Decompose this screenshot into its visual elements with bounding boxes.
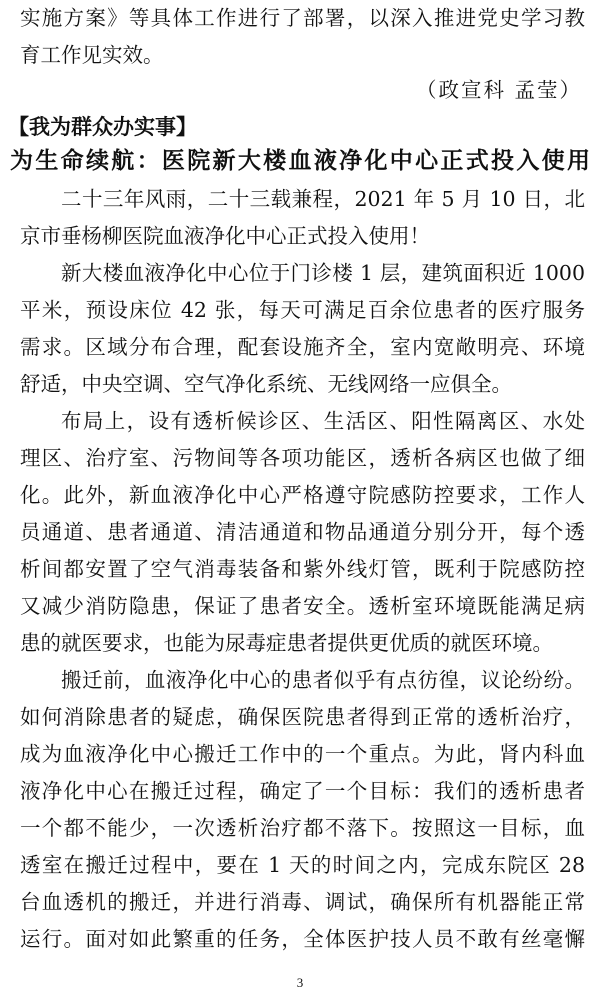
paragraph-line: 京市垂杨柳医院血液净化中心正式投入使用！ xyxy=(20,224,430,248)
paragraph-line: 新大楼血液净化中心位于门诊楼 1 层，建筑面积近 1000 xyxy=(61,261,585,285)
paragraph-line: 台血透机的搬迁，并进行消毒、调试，确保所有机器能正常 xyxy=(20,890,585,914)
paragraph-line: 如何消除患者的疑虑，确保医院患者得到正常的透析治疗， xyxy=(20,705,585,729)
paragraph-line: 一个都不能少，一次透析治疗都不落下。按照这一目标，血 xyxy=(20,816,585,840)
section-tag: 【我为群众办实事】 xyxy=(8,115,197,139)
paragraph-line: 舒适，中央空调、空气净化系统、无线网络一应俱全。 xyxy=(20,372,512,396)
author-signature: （政宣科 孟莹） xyxy=(415,78,582,102)
paragraph-line: 化。此外，新血液净化中心严格遵守院感防控要求，工作人 xyxy=(20,483,585,507)
page-number: 3 xyxy=(296,975,304,990)
intro-line: 实施方案》等具体工作进行了部署，以深入推进党史学习教 xyxy=(20,6,585,30)
paragraph-line: 员通道、患者通道、清洁通道和物品通道分别分开，每个透 xyxy=(20,520,585,544)
paragraph-line: 成为血液净化中心搬迁工作中的一个重点。为此，肾内科血 xyxy=(20,742,585,766)
paragraph-line: 布局上，设有透析候诊区、生活区、阳性隔离区、水处 xyxy=(61,409,585,433)
paragraph-line: 析间都安置了空气消毒装备和紫外线灯管，既利于院感防控 xyxy=(20,557,585,581)
paragraph-line: 二十三年风雨，二十三载兼程，2021 年 5 月 10 日，北 xyxy=(61,187,585,211)
paragraph-line: 液净化中心在搬迁过程，确定了一个目标：我们的透析患者 xyxy=(20,779,585,803)
paragraph-line: 患的就医要求，也能为尿毒症患者提供更优质的就医环境。 xyxy=(20,631,553,655)
article-title: 为生命续航：医院新大楼血液净化中心正式投入使用 xyxy=(10,148,590,174)
paragraph-line: 搬迁前，血液净化中心的患者似乎有点彷徨，议论纷纷。 xyxy=(61,668,585,692)
paragraph-line: 又减少消防隐患，保证了患者安全。透析室环境既能满足病 xyxy=(20,594,585,618)
paragraph-line: 运行。面对如此繁重的任务，全体医护技人员不敢有丝毫懈 xyxy=(20,927,585,951)
paragraph-line: 平米，预设床位 42 张，每天可满足百余位患者的医疗服务 xyxy=(20,298,585,322)
paragraph-line: 需求。区域分布合理，配套设施齐全，室内宽敞明亮、环境 xyxy=(20,335,585,359)
intro-line: 育工作见实效。 xyxy=(20,43,164,67)
paragraph-line: 透室在搬迁过程中，要在 1 天的时间之内，完成东院区 28 xyxy=(20,853,585,877)
paragraph-line: 理区、治疗室、污物间等各项功能区，透析各病区也做了细 xyxy=(20,446,585,470)
